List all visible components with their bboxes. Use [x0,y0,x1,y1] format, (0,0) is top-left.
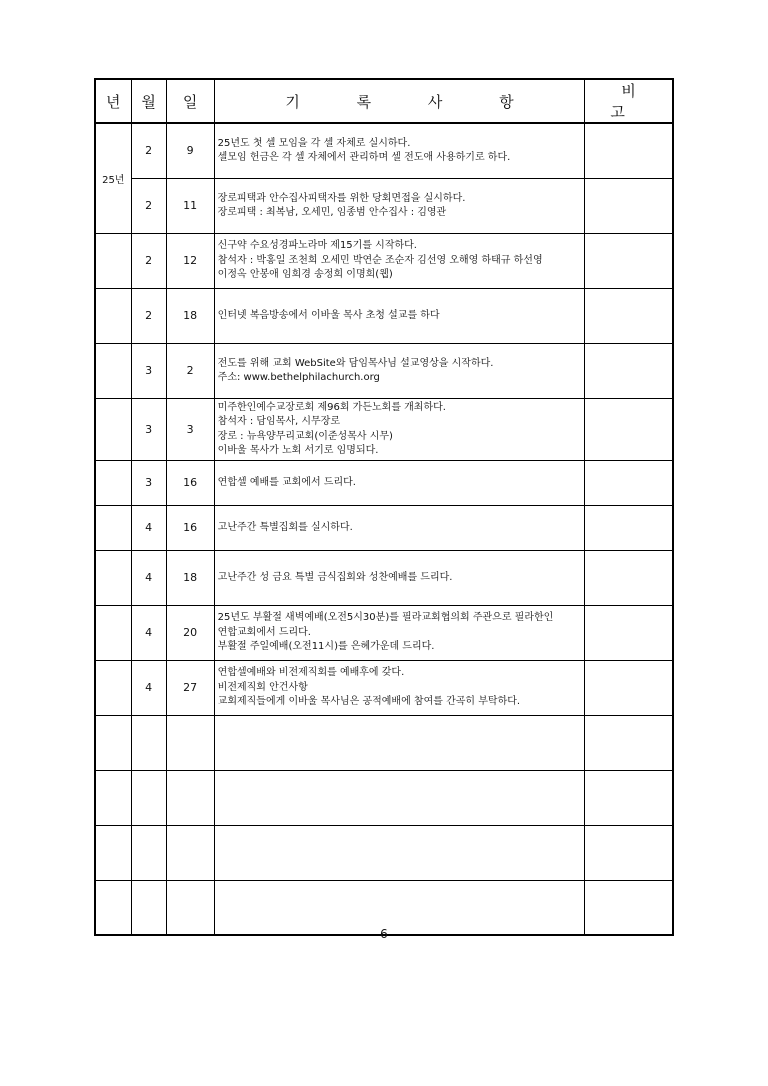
record-line: 인터넷 복음방송에서 이바울 목사 초청 설교를 하다 [217,309,440,321]
year-cell [95,660,131,715]
month-cell: 3 [131,460,166,505]
record-cell [214,178,585,233]
year-cell [95,343,131,398]
record-cell [214,770,585,825]
month-cell [131,715,166,770]
record-line: 연합셀예배와 비전제직회를 예배후에 갖다. [217,667,405,679]
year-cell [95,288,131,343]
month-cell [131,770,166,825]
record-cell [214,550,585,605]
empty-row [95,770,673,825]
empty-row [95,715,673,770]
record-cell [214,343,585,398]
year-cell [95,505,131,550]
record-cell [214,605,585,660]
header-row [95,79,673,123]
record-cell [214,123,585,178]
month-cell: 2 [131,178,166,233]
record-line: 고난주간 특별집회를 실시하다. [217,521,353,533]
year-cell [95,715,131,770]
record-row [95,343,673,398]
day-cell: 20 [166,605,214,660]
day-cell: 2 [166,343,214,398]
record-cell [214,715,585,770]
note-cell [585,398,673,460]
note-cell [585,770,673,825]
record-line: 전도를 위해 교회 WebSite와 담임목사님 설교영상을 시작하다. [217,357,494,369]
record-cell [214,288,585,343]
record-line: 이바울 목사가 노회 서기로 임명되다. [217,445,379,456]
record-row [95,398,673,460]
header-note-label: 비 고 [610,82,658,121]
record-line: 연합교회에서 드리다. [217,626,311,638]
record-cell [214,505,585,550]
record-line: 이정옥 안봉애 임희경 송정희 이명희(웹) [217,269,393,281]
note-cell [585,660,673,715]
year-cell [95,550,131,605]
day-cell: 9 [166,123,214,178]
record-line: 25년도 첫 셀 모임을 각 셀 자체로 실시하다. [217,137,411,149]
month-cell: 4 [131,660,166,715]
year-cell [95,605,131,660]
day-cell: 12 [166,233,214,288]
note-cell [585,233,673,288]
day-cell: 11 [166,178,214,233]
header-note [585,79,673,123]
note-cell [585,550,673,605]
note-cell [585,288,673,343]
record-row [95,123,673,178]
note-cell [585,505,673,550]
month-cell: 2 [131,233,166,288]
record-row [95,605,673,660]
month-cell [131,825,166,880]
record-line: 장로 : 뉴욕양무리교회(이준성목사 시무) [217,430,393,442]
record-cell [214,398,585,460]
year-cell: 25년 [95,123,131,233]
year-cell [95,460,131,505]
note-cell [585,605,673,660]
record-line: 셀모임 헌금은 각 셀 자체에서 관리하며 셀 전도애 사용하기로 하다. [217,152,511,164]
month-cell: 2 [131,123,166,178]
day-cell: 18 [166,288,214,343]
record-cell [214,660,585,715]
month-cell: 2 [131,288,166,343]
record-line: 고난주간 성 금요 특별 금식집회와 성찬예배를 드리다. [217,571,453,583]
day-cell: 16 [166,505,214,550]
record-table [94,78,674,936]
empty-row [95,825,673,880]
day-cell: 3 [166,398,214,460]
record-row [95,550,673,605]
header-record-label: 기 록 사 항 [285,92,540,111]
record-line: 미주한인예수교장로회 제96회 가든노회를 개최하다. [217,401,446,413]
year-cell [95,770,131,825]
page-number: 6 [380,927,388,941]
note-cell [585,178,673,233]
record-row [95,288,673,343]
record-cell [214,825,585,880]
record-line: 신구약 수요성경파노라마 제15기를 시작하다. [217,240,417,252]
note-cell [585,715,673,770]
note-cell [585,825,673,880]
month-cell: 4 [131,505,166,550]
record-line: 장로피택과 안수집사피택자를 위한 당회면접을 실시하다. [217,192,466,204]
header-day: 일 [166,79,214,123]
month-cell: 4 [131,605,166,660]
record-row [95,505,673,550]
record-line: 부활절 주일예배(오전11시)를 은혜가운데 드리다. [217,641,435,653]
record-line: 주소: www.bethelphilachurch.org [217,372,380,383]
record-row [95,460,673,505]
day-cell: 18 [166,550,214,605]
record-line: 참석자 : 담임목사, 시무장로 [217,416,341,427]
day-cell: 27 [166,660,214,715]
year-cell [95,233,131,288]
day-cell [166,770,214,825]
note-cell [585,343,673,398]
day-cell [166,825,214,880]
year-cell [95,398,131,460]
header-record [214,79,585,123]
year-cell [95,825,131,880]
header-month: 월 [131,79,166,123]
header-year: 년 [95,79,131,123]
record-line: 장로피택 : 최복남, 오세민, 임종범 안수집사 : 김영관 [217,207,447,218]
day-cell [166,715,214,770]
record-line: 25년도 부활절 새벽예배(오전5시30분)를 필라교회협의회 주관으로 필라한인 [217,612,554,624]
record-cell [214,233,585,288]
note-cell [585,460,673,505]
note-cell [585,123,673,178]
record-line: 참석자 : 박홍일 조천희 오세민 박연순 조순자 김선영 오해영 하태규 하선영 [217,254,543,266]
record-line: 비전제직회 안건사항 [217,681,308,693]
month-cell: 3 [131,398,166,460]
day-cell: 16 [166,460,214,505]
record-row [95,660,673,715]
record-line: 연합셀 예배를 교회에서 드리다. [217,476,356,488]
month-cell: 4 [131,550,166,605]
record-line: 교회제직들에게 이바울 목사님은 공적예배에 참여를 간곡히 부탁하다. [217,696,521,708]
record-row [95,233,673,288]
record-cell [214,460,585,505]
record-row [95,178,673,233]
month-cell: 3 [131,343,166,398]
